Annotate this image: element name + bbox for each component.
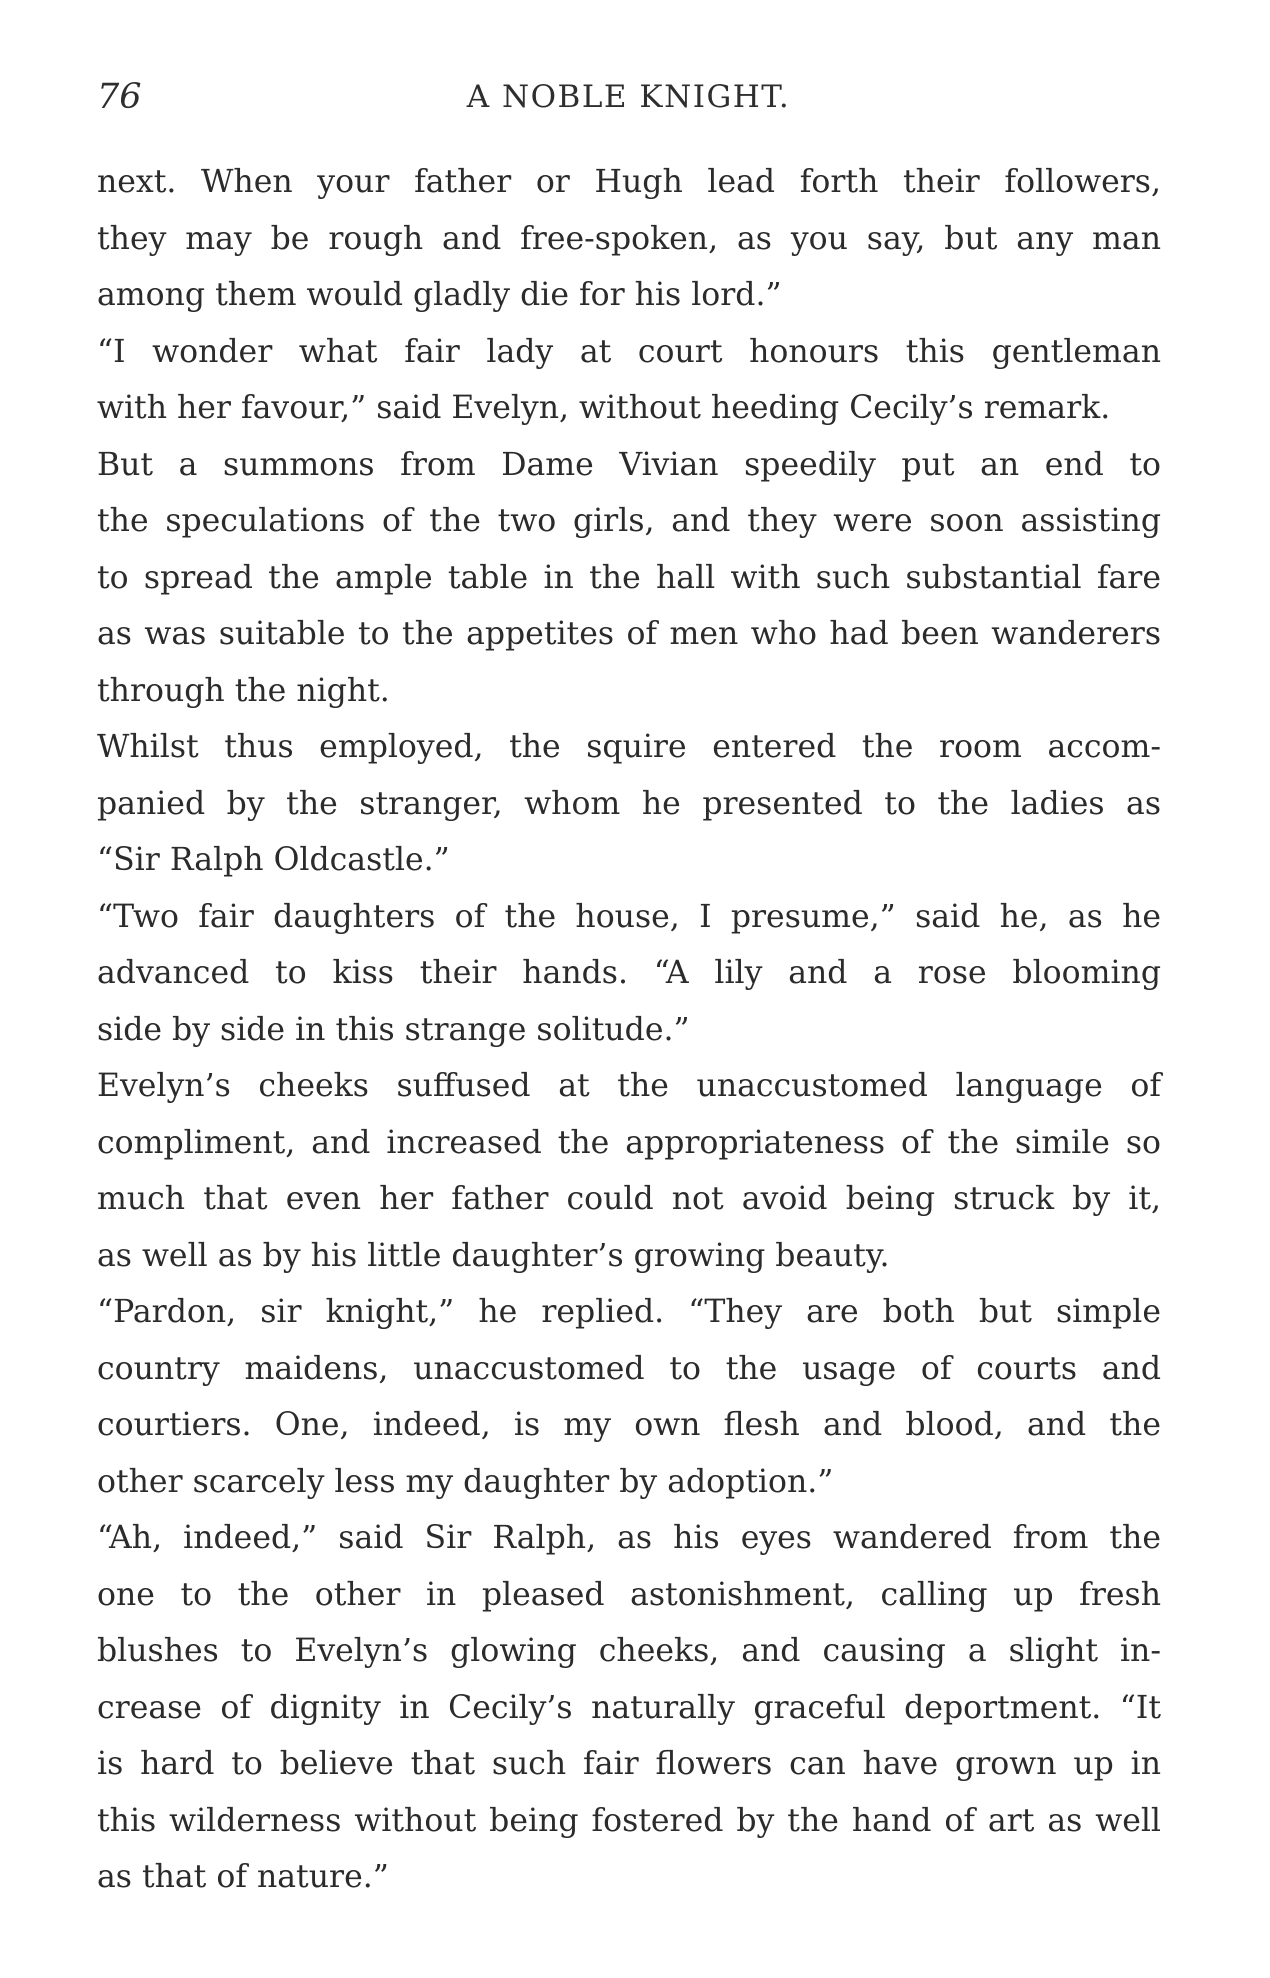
text-line: as well as by his little daughter’s growing beauty. bbox=[97, 1237, 890, 1274]
text-line: is hard to believe that such fair flowers can have grown up in bbox=[97, 1746, 1161, 1782]
text-line: through the night. bbox=[97, 672, 390, 709]
text-line: side by side in this strange solitude.” bbox=[97, 1011, 690, 1048]
body-text bbox=[97, 154, 1161, 1906]
text-line: panied by the stranger, whom he presented to the ladies as bbox=[97, 785, 1161, 822]
running-title: A NOBLE KNIGHT. bbox=[466, 79, 791, 115]
text-line: Evelyn’s cheeks suffused at the unaccustomed language of bbox=[97, 1068, 1161, 1104]
text-line: “I wonder what fair lady at court honours this gentleman bbox=[97, 333, 1161, 370]
page-number: 76 bbox=[97, 77, 142, 117]
text-line: next. When your father or Hugh lead forth their followers, bbox=[97, 164, 1161, 200]
text-line: “Ah, indeed,” said Sir Ralph, as his eyes wandered from the bbox=[97, 1520, 1161, 1556]
text-line: with her favour,” said Evelyn, without heeding Cecily’s remark. bbox=[97, 390, 1111, 426]
text-line: courtiers. One, indeed, is my own flesh and blood, and the bbox=[97, 1407, 1161, 1443]
text-line: to spread the ample table in the hall with such substantial fare bbox=[97, 559, 1161, 596]
text-line: compliment, and increased the appropriateness of the simile so bbox=[97, 1124, 1161, 1161]
text-line: “Pardon, sir knight,” he replied. “They are both but simple bbox=[97, 1294, 1161, 1330]
text-line: the speculations of the two girls, and they were soon assisting bbox=[97, 503, 1161, 539]
text-line: country maidens, unaccustomed to the usage of courts and bbox=[97, 1350, 1161, 1387]
text-line: as was suitable to the appetites of men who had been wanderers bbox=[97, 616, 1161, 652]
text-line: “Sir Ralph Oldcastle.” bbox=[97, 842, 450, 878]
text-line: Whilst thus employed, the squire entered the room accom- bbox=[97, 729, 1161, 765]
text-line: one to the other in pleased astonishment, calling up fresh bbox=[97, 1576, 1161, 1613]
text-line: as that of nature.” bbox=[97, 1859, 389, 1895]
text-line: this wilderness without being fostered by the hand of art as well bbox=[97, 1802, 1161, 1839]
text-line: advanced to kiss their hands. “A lily and a rose blooming bbox=[97, 955, 1161, 991]
text-line: crease of dignity in Cecily’s naturally graceful deportment. “It bbox=[97, 1689, 1161, 1726]
text-line: much that even her father could not avoid being struck by it, bbox=[97, 1181, 1161, 1217]
text-line: they may be rough and free-spoken, as you say, but any man bbox=[97, 220, 1161, 257]
text-line: blushes to Evelyn’s glowing cheeks, and causing a slight in- bbox=[97, 1633, 1161, 1669]
text-line: But a summons from Dame Vivian speedily put an end to bbox=[97, 446, 1161, 483]
text-line: “Two fair daughters of the house, I presume,” said he, as he bbox=[97, 898, 1161, 935]
running-head bbox=[97, 74, 1160, 120]
text-line: among them would gladly die for his lord.” bbox=[97, 277, 782, 313]
text-line: other scarcely less my daughter by adoption.” bbox=[97, 1463, 834, 1500]
